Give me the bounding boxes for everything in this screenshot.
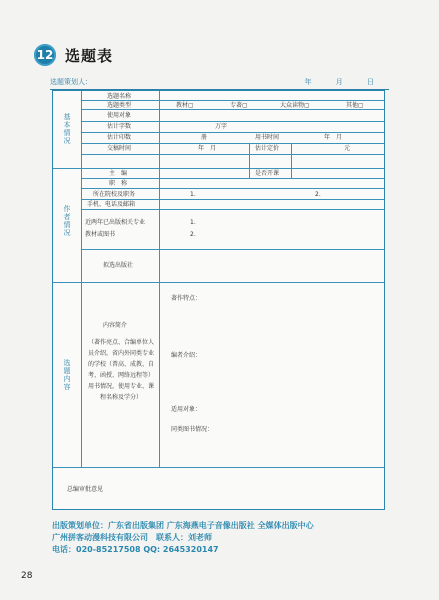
- intro-title: 内容简介: [103, 322, 128, 329]
- intro-description: （著作亮点、合编单位人员介绍，省内外同类专业的学校（普高、成教、自考、函授、网络远程等）用书情况，使用专业、课程名称及学分）: [87, 339, 154, 401]
- institution-item-1: 1.: [190, 191, 196, 198]
- divider: [159, 282, 160, 467]
- divider: [159, 168, 160, 282]
- section-label-content: 选题内容: [63, 359, 71, 391]
- applicable-target-label: 适用对象：: [171, 406, 202, 413]
- footer-line-3: 电话：020-85217508 QQ: 2645320147: [52, 545, 219, 554]
- price-est-label: 估计定价: [255, 145, 280, 152]
- date-label: 年 月 日: [304, 78, 385, 86]
- approval-label: 总编审批意见: [67, 486, 104, 493]
- page-title: 选题表: [65, 46, 114, 65]
- divider: [81, 121, 384, 122]
- type-option-popular[interactable]: 大众读物▢: [280, 102, 310, 109]
- footer-line-1: 出版策划单位：广东省出版集团 广东海燕电子音像出版社 全媒体出版中心: [52, 521, 314, 530]
- recent-books-label-2: 教材或图书: [85, 231, 116, 238]
- divider: [249, 143, 250, 168]
- planner-label: 选题策划人：: [50, 78, 92, 86]
- print-run-unit: 册: [201, 134, 208, 141]
- footer-contact: [52, 520, 314, 556]
- recent-book-item-1: 1.: [190, 219, 196, 226]
- planner-row: [50, 75, 389, 89]
- institution-label: 所在院校及职务: [93, 191, 136, 198]
- features-label: 著作特点：: [171, 295, 202, 302]
- divider: [81, 249, 384, 250]
- divider: [249, 168, 250, 178]
- divider: [53, 467, 384, 468]
- contact-label: 手机、电话及邮箱: [87, 201, 136, 208]
- topic-form: [52, 90, 385, 510]
- word-count-label: 估计字数: [107, 123, 132, 130]
- course-open-label: 是否开课: [255, 170, 280, 177]
- divider: [81, 109, 384, 110]
- topic-type-label: 选题类型: [107, 102, 132, 109]
- topic-name-label: 选题名称: [107, 93, 132, 100]
- section-number-badge: 12: [34, 44, 56, 66]
- delivery-time-label: 交稿时间: [107, 145, 132, 152]
- delivery-time-unit: 年 月: [198, 145, 217, 152]
- divider: [291, 143, 292, 168]
- editor-intro-label: 编者介绍：: [171, 352, 202, 359]
- section-header: [34, 44, 113, 66]
- recent-books-label-1: 近两年已出版相关专业: [85, 219, 146, 226]
- divider: [53, 168, 384, 169]
- divider: [53, 282, 384, 283]
- target-users-label: 使用对象: [107, 112, 132, 119]
- usage-time-unit: 年 月: [324, 134, 343, 141]
- divider: [81, 199, 384, 200]
- print-run-label: 估计印数: [107, 134, 132, 141]
- recent-book-item-2: 2.: [190, 231, 196, 238]
- divider: [81, 91, 82, 467]
- divider: [291, 168, 292, 178]
- divider: [159, 91, 160, 168]
- intended-publisher-label: 拟选出版社: [103, 262, 134, 269]
- divider: [81, 143, 384, 144]
- divider: [81, 209, 384, 210]
- price-unit: 元: [344, 145, 351, 152]
- footer-line-2: 广州拼客动漫科技有限公司 联系人：刘老师: [52, 533, 212, 542]
- type-option-monograph[interactable]: 专著▢: [230, 102, 248, 109]
- similar-books-label: 同类图书情况：: [171, 426, 214, 433]
- page-number: 28: [21, 571, 33, 581]
- job-title-label: 职 称: [109, 180, 128, 187]
- divider: [81, 178, 384, 179]
- divider: [81, 100, 384, 101]
- usage-time-label: 用书时间: [255, 134, 280, 141]
- divider: [81, 188, 384, 189]
- institution-item-2: 2.: [315, 191, 321, 198]
- section-label-basic: 基本情况: [63, 113, 71, 145]
- divider: [81, 154, 384, 155]
- type-option-other[interactable]: 其他▢: [346, 102, 364, 109]
- chief-editor-label: 主 编: [109, 170, 128, 177]
- divider: [81, 132, 384, 133]
- word-count-unit: 万字: [215, 123, 228, 130]
- section-label-author: 作者情况: [63, 205, 71, 237]
- type-option-textbook[interactable]: 教材▢: [176, 102, 194, 109]
